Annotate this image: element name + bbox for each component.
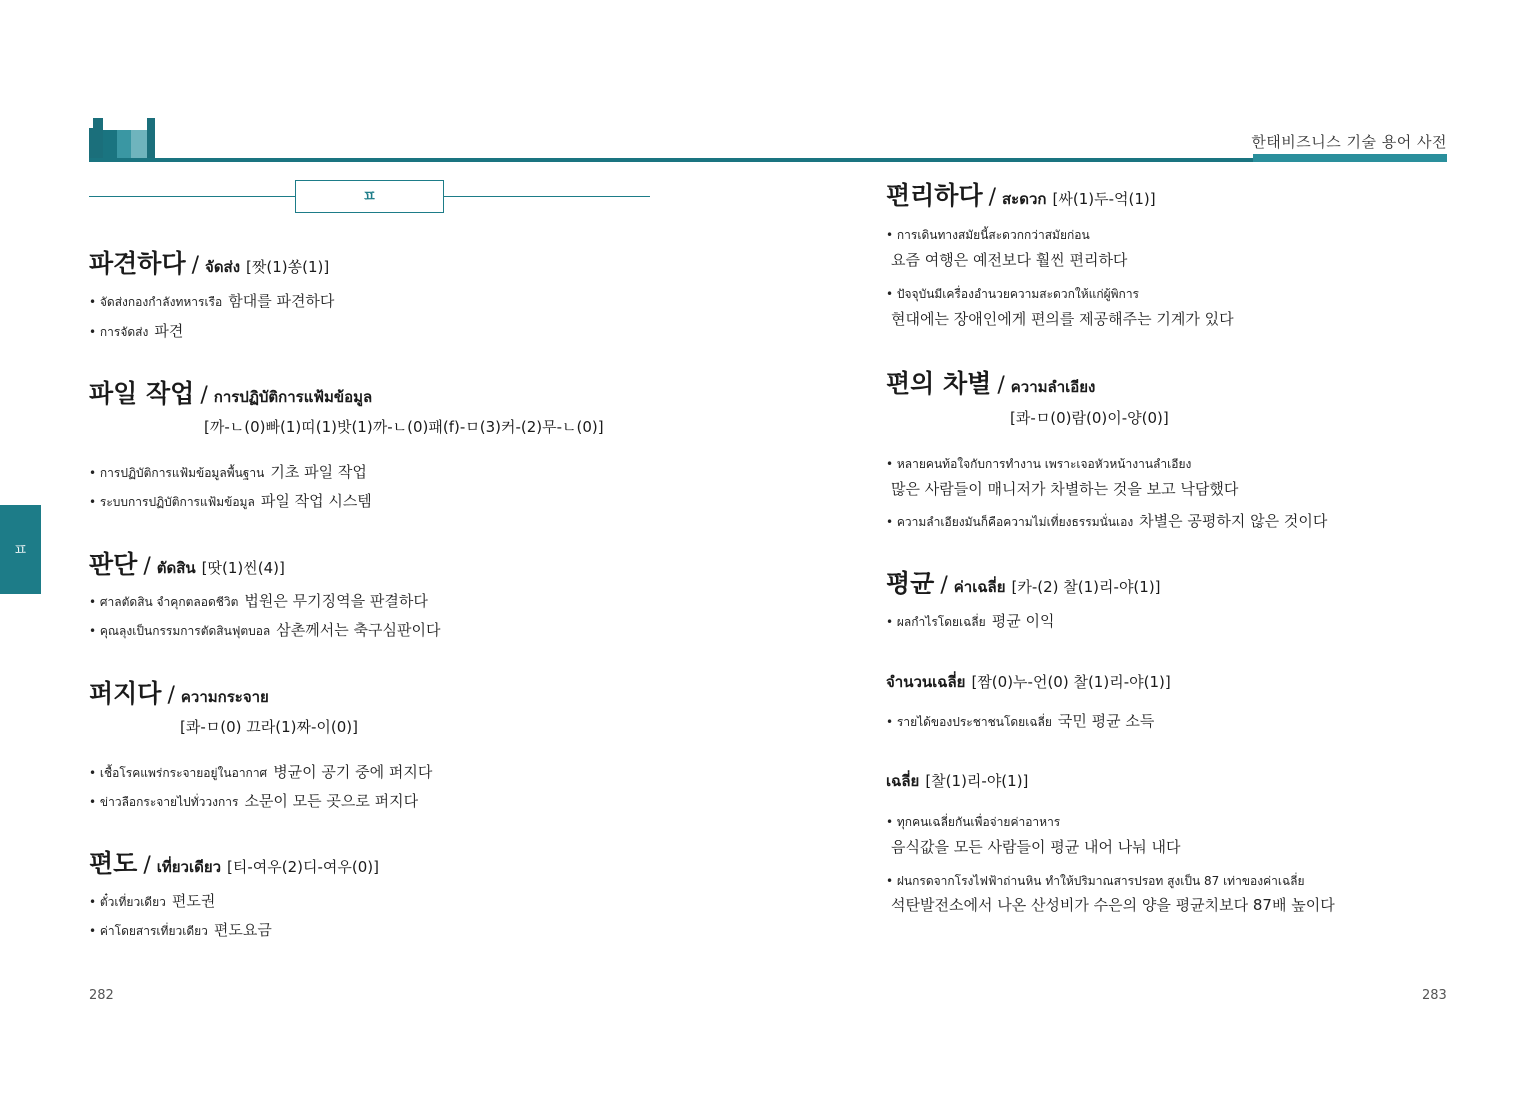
subentry-chalia bbox=[886, 769, 1028, 793]
entry-pail-jageop: 파일 작업 / การปฏิบัติการแฟ้มข้อมูล bbox=[89, 379, 373, 408]
headword: 퍼지다 bbox=[89, 679, 162, 708]
example-korean: 음식값을 모든 사람들이 평균 내어 나눠 내다 bbox=[891, 838, 1181, 856]
header-rule-accent bbox=[1253, 154, 1447, 162]
thai-term: ค่าเฉลี่ย bbox=[953, 578, 1006, 596]
thai-term: จัดส่ง bbox=[205, 258, 241, 276]
thai-term: เที่ยวเดียว bbox=[156, 858, 222, 876]
pronunciation: [까-ㄴ(0)빠(1)띠(1)밧(1)까-ㄴ(0)패(f)-ㅁ(3)커-(2)무-ㄴ(0)] bbox=[204, 418, 604, 436]
headword: 편의 차별 bbox=[886, 369, 992, 398]
thai-term: ตัดสิน bbox=[156, 559, 196, 577]
example-thai: • ทุกคนเฉลี่ยกันเพื่อจ่ายค่าอาหาร bbox=[886, 815, 1061, 829]
example: • รายได้ของประชาชนโดยเฉลี่ย 국민 평균 소득 bbox=[886, 712, 1155, 730]
headword: 편도 bbox=[89, 849, 138, 878]
headword: 파일 작업 bbox=[89, 379, 195, 408]
example-thai: • ปัจจุบันมีเครื่องอำนวยความสะดวกให้แก่ผู้พิการ bbox=[886, 287, 1140, 301]
example: • ความลำเอียงมันก็คือความไม่เที่ยงธรรมนั่นเอง 차별은 공평하지 않은 것이다 bbox=[886, 512, 1328, 530]
entry-peojida: 퍼지다 / ความกระจาย bbox=[89, 679, 269, 708]
example: • เชื้อโรคแพร่กระจายอยู่ในอากาศ 병균이 공기 중에 퍼지다 bbox=[89, 763, 433, 781]
header-logo-block bbox=[89, 118, 159, 162]
entry-pyeollihada: 편리하다 / สะดวก [싸(1)두-억(1)] bbox=[886, 181, 1156, 210]
entry-pyeonggyun: 평균 / ค่าเฉลี่ย [카-(2) 찰(1)리-야(1)] bbox=[886, 569, 1161, 598]
book-title: 한태비즈니스 기술 용어 사전 bbox=[1251, 133, 1447, 151]
pronunciation: [콰-ㅁ(0) 끄라(1)짜-이(0)] bbox=[180, 718, 358, 736]
example: • คุณลุงเป็นกรรมการตัดสินฟุตบอล 삼촌께서는 축구심판이다 bbox=[89, 621, 441, 639]
page-number-right: 283 bbox=[1422, 988, 1447, 1003]
example: • การจัดส่ง 파견 bbox=[89, 322, 184, 340]
example: • ผลกำไรโดยเฉลี่ย 평균 이익 bbox=[886, 612, 1055, 630]
pronunciation: [싸(1)두-억(1)] bbox=[1052, 190, 1156, 208]
example: • จัดส่งกองกำลังทหารเรือ 함대를 파견하다 bbox=[89, 292, 335, 310]
thai-term: การปฏิบัติการแฟ้มข้อมูล bbox=[213, 388, 373, 406]
example-korean: 석탄발전소에서 나온 산성비가 수은의 양을 평균치보다 87배 높이다 bbox=[891, 896, 1335, 914]
headword: 편리하다 bbox=[886, 181, 983, 210]
thai-term: ความกระจาย bbox=[180, 688, 269, 706]
sub-headword: จำนวนเฉลี่ย bbox=[886, 673, 966, 691]
example: • ค่าโดยสารเที่ยวเดียว 편도요금 bbox=[89, 921, 272, 939]
entry-pyeondo: 편도 / เที่ยวเดียว [티-여우(2)디-여우(0)] bbox=[89, 849, 380, 878]
header-rule bbox=[89, 158, 1447, 162]
page-number-left: 282 bbox=[89, 988, 114, 1003]
entry-pyeonui-chabyeol: 편의 차별 / ความลำเอียง bbox=[886, 369, 1096, 398]
example: • ระบบการปฏิบัติการแฟ้มข้อมูล 파일 작업 시스템 bbox=[89, 492, 372, 510]
entry-pakyeonhada: 파견하다 / จัดส่ง [짯(1)쏭(1)] bbox=[89, 249, 330, 278]
pronunciation: [짯(1)쏭(1)] bbox=[246, 258, 330, 276]
headword: 판단 bbox=[89, 550, 138, 579]
thai-term: ความลำเอียง bbox=[1010, 378, 1096, 396]
sub-headword: เฉลี่ย bbox=[886, 772, 920, 790]
pronunciation: [카-(2) 찰(1)리-야(1)] bbox=[1011, 578, 1161, 596]
pronunciation: [티-여우(2)디-여우(0)] bbox=[227, 858, 380, 876]
example-korean: 많은 사람들이 매니저가 차별하는 것을 보고 낙담했다 bbox=[891, 480, 1239, 498]
pronunciation: [짬(0)누-언(0) 찰(1)리-야(1)] bbox=[971, 673, 1171, 691]
thai-term: สะดวก bbox=[1002, 190, 1047, 208]
example-thai: • หลายคนท้อใจกับการทำงาน เพราะเจอหัวหน้างานลำเอียง bbox=[886, 457, 1192, 471]
pronunciation: [땃(1)씬(4)] bbox=[201, 559, 285, 577]
example: • ศาลตัดสิน จำคุกตลอดชีวิต 법원은 무기징역을 판결하다 bbox=[89, 592, 428, 610]
example: • ตั๋วเที่ยวเดียว 편도권 bbox=[89, 892, 216, 910]
subentry-jamnuan-chalia bbox=[886, 670, 1171, 694]
chapter-tab: ㅍ bbox=[295, 180, 444, 213]
pronunciation: [콰-ㅁ(0)람(0)이-양(0)] bbox=[1010, 409, 1169, 427]
entry-pandan: 판단 / ตัดสิน [땃(1)씬(4)] bbox=[89, 550, 285, 579]
headword: 파견하다 bbox=[89, 249, 186, 278]
example-thai: • การเดินทางสมัยนี้สะดวกกว่าสมัยก่อน bbox=[886, 228, 1090, 242]
pronunciation: [찰(1)리-야(1)] bbox=[925, 772, 1029, 790]
example-korean: 요즘 여행은 예전보다 훨씬 편리하다 bbox=[891, 251, 1128, 269]
example-thai: • ฝนกรดจากโรงไฟฟ้าถ่านหิน ทำให้ปริมาณสารปรอท สูงเป็น 87 เท่าของค่าเฉลี่ย bbox=[886, 874, 1305, 888]
side-chapter-tab: ㅍ bbox=[0, 505, 41, 594]
example-korean: 현대에는 장애인에게 편의를 제공해주는 기계가 있다 bbox=[891, 310, 1234, 328]
example: • การปฏิบัติการแฟ้มข้อมูลพื้นฐาน 기초 파일 작업 bbox=[89, 463, 367, 481]
headword: 평균 bbox=[886, 569, 935, 598]
example: • ข่าวลือกระจายไปทั่ววงการ 소문이 모든 곳으로 퍼지다 bbox=[89, 792, 419, 810]
